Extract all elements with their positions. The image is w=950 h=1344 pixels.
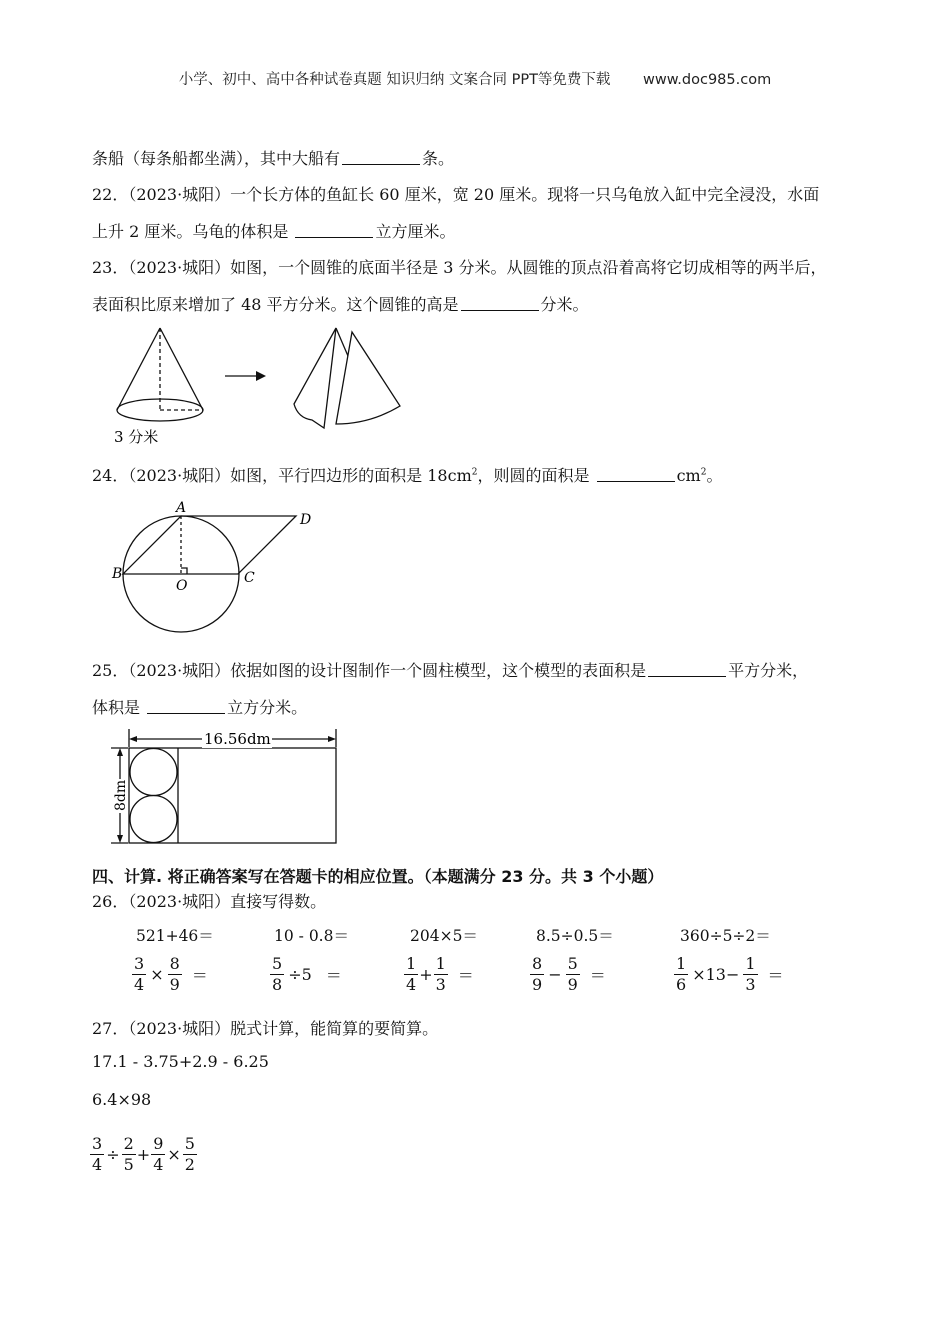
calc-item: 521+46＝ <box>136 927 214 945</box>
q25-line1 <box>92 658 808 681</box>
fraction: $\frac{9}{4}$ <box>153 1134 164 1174</box>
cone-radius-label: 3 分米 <box>114 428 159 446</box>
answer-blank <box>342 150 420 165</box>
answer-blank <box>461 296 539 311</box>
fraction: $\frac{5}{9}$ <box>567 954 578 994</box>
equals: ＝ <box>457 966 474 985</box>
label-d: D <box>300 512 312 528</box>
q25-text2: 体积是 <box>92 698 141 717</box>
fraction: $\frac{3}{4}$ <box>134 954 145 994</box>
fraction: $\frac{1}{6}$ <box>676 954 687 994</box>
operator: ÷ <box>106 1145 120 1164</box>
equals: ＝ <box>325 966 342 985</box>
fraction: $\frac{2}{5}$ <box>123 1134 134 1174</box>
operator: × <box>150 965 164 984</box>
arrow-head <box>256 371 266 381</box>
right-angle-mark <box>181 568 187 574</box>
fraction-calc-5 <box>674 956 788 993</box>
q24-sup: 2 <box>471 467 478 478</box>
fraction: $\frac{5}{2}$ <box>184 1134 195 1174</box>
fraction: $\frac{1}{3}$ <box>745 954 756 994</box>
answer-blank <box>147 699 225 714</box>
q24-text: 24．（2023·城阳）如图，平行四边形的面积是 18cm <box>92 466 472 485</box>
fraction: $\frac{5}{8}$ <box>272 954 283 994</box>
fraction-calc-4 <box>530 956 610 993</box>
half-cone-edge <box>336 328 348 356</box>
q27-expr-1: 17.1 - 3.75+2.9 - 6.25 <box>92 1052 269 1071</box>
q25-line2 <box>92 695 307 718</box>
q22-line1: 22．（2023·城阳）一个长方体的鱼缸长 60 厘米，宽 20 厘米。现将一只乌龟放入缸中完全浸没，水面 <box>92 185 820 204</box>
label-o: O <box>176 578 188 594</box>
operator: ÷5 <box>288 965 312 984</box>
equals: ＝ <box>767 966 784 985</box>
width-label: 16.56dm <box>204 730 271 748</box>
calc-item: 360÷5÷2＝ <box>680 927 771 945</box>
width-arrow-left <box>129 736 137 742</box>
q24-line <box>92 463 722 486</box>
q26-title: 26．（2023·城阳）直接写得数。 <box>92 892 327 911</box>
half-cone-left <box>294 328 336 428</box>
q24-unit-sup: 2 <box>700 467 707 478</box>
header-site: www.doc985.com <box>643 72 772 88</box>
equals: ＝ <box>589 966 606 985</box>
cone-side-right <box>160 328 203 410</box>
answer-blank <box>648 662 726 677</box>
height-arrow-bottom <box>117 835 123 843</box>
q27-title: 27．（2023·城阳）脱式计算，能简算的要简算。 <box>92 1019 439 1038</box>
base-circle-bottom <box>130 796 177 843</box>
calc-item: 204×5＝ <box>410 927 478 945</box>
operator: − <box>548 965 562 984</box>
operator: × <box>167 1145 181 1164</box>
operator: + <box>136 1145 151 1164</box>
fraction-calc-2 <box>270 956 346 993</box>
q24-end: 。 <box>706 466 723 485</box>
label-a: A <box>176 500 187 516</box>
q27-expr-2: 6.4×98 <box>92 1090 152 1109</box>
fraction: $\frac{8}{9}$ <box>169 954 180 994</box>
fraction-calc-1 <box>132 956 212 993</box>
height-label: 8dm <box>113 779 129 811</box>
q23-text-end: 分米。 <box>540 295 589 314</box>
cone-side-left <box>117 328 160 410</box>
page-header <box>0 68 950 89</box>
answer-blank <box>295 223 373 238</box>
q27-expr-3 <box>90 1136 197 1173</box>
q23-line1: 23．（2023·城阳）如图，一个圆锥的底面半径是 3 分米。从圆锥的顶点沿着高将它切成相等的两半后， <box>92 258 827 277</box>
q22-text-end: 立方厘米。 <box>375 222 456 241</box>
equals: ＝ <box>191 966 208 985</box>
calc-item: 8.5÷0.5＝ <box>536 927 614 945</box>
width-arrow-right <box>328 736 336 742</box>
label-b: B <box>112 566 123 582</box>
fraction: $\frac{8}{9}$ <box>532 954 543 994</box>
q22-line2 <box>92 219 455 242</box>
q21-text: 条船（每条船都坐满），其中大船有 <box>92 149 341 168</box>
operator: ×13− <box>692 965 740 984</box>
q25-text: 25．（2023·城阳）依据如图的设计图制作一个圆柱模型，这个模型的表面积是 <box>92 661 647 680</box>
answer-blank <box>597 467 675 482</box>
q23-line2 <box>92 292 589 315</box>
fraction: $\frac{1}{4}$ <box>406 954 417 994</box>
base-circle-top <box>130 749 177 796</box>
operator: + <box>419 965 433 984</box>
fraction-calc-3 <box>404 956 478 993</box>
height-arrow-top <box>117 748 123 756</box>
parallelogram <box>123 516 296 574</box>
q23-text: 表面积比原来增加了 48 平方分米。这个圆锥的高是 <box>92 295 459 314</box>
label-c: C <box>244 570 255 586</box>
header-text: 小学、初中、高中各种试卷真题 知识归纳 文案合同 PPT等免费下载 <box>178 72 611 88</box>
q21-text-end: 条。 <box>422 149 455 168</box>
half-cone-right <box>336 332 400 424</box>
q25-text-end: 平方分米， <box>728 661 809 680</box>
q25-text2-end: 立方分米。 <box>227 698 308 717</box>
fraction: $\frac{3}{4}$ <box>92 1134 103 1174</box>
section-title: 四、计算. 将正确答案写在答题卡的相应位置。（本题满分 23 分。共 3 个小题） <box>92 867 664 886</box>
q21-tail <box>92 146 454 169</box>
q24-unit: cm <box>676 466 701 485</box>
circle-parallelogram-figure <box>104 498 334 638</box>
design-rectangle <box>129 748 336 843</box>
fraction: $\frac{1}{3}$ <box>435 954 446 994</box>
calc-item: 10 - 0.8＝ <box>274 927 349 945</box>
cone-figure <box>100 320 420 450</box>
q24-text-mid: ，则圆的面积是 <box>477 466 590 485</box>
q22-text: 上升 2 厘米。乌龟的体积是 <box>92 222 289 241</box>
cylinder-design-figure <box>108 725 348 850</box>
